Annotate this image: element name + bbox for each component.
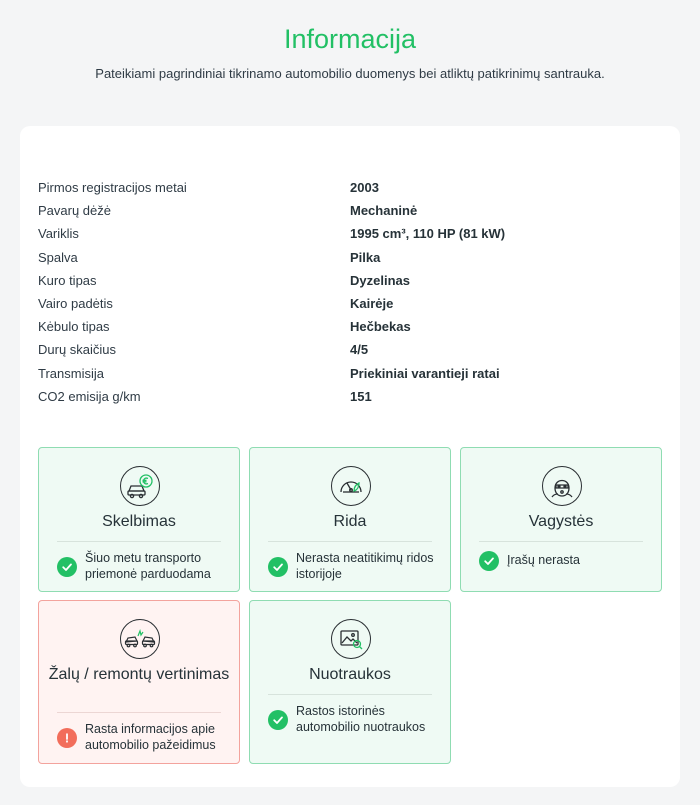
spec-label: Pavarų dėžė [38, 203, 111, 219]
tile-divider [479, 541, 643, 542]
tile-photos[interactable] [249, 600, 451, 764]
tile-divider [268, 694, 432, 695]
spec-table [38, 176, 658, 408]
tile-status-text: Rastos istorinės automobilio nuotraukos [296, 704, 426, 734]
tile-status [268, 551, 440, 582]
tile-status [479, 551, 651, 571]
tile-status-text: Nerasta neatitikimų ridos istorijoje [296, 551, 434, 581]
tile-title: Rida [333, 513, 367, 530]
check-circle-icon [479, 551, 499, 571]
tile-status [57, 551, 229, 582]
page-title: Informacija [283, 24, 417, 54]
tile-mileage[interactable] [249, 447, 451, 592]
check-circle-icon [57, 557, 77, 577]
tile-divider [57, 712, 221, 713]
tile-title: Vagystės [528, 513, 594, 530]
car-euro-icon [120, 466, 160, 506]
spec-value: 4/5 [350, 342, 369, 358]
spec-row-fuel-type [38, 269, 658, 292]
spec-row-body-type [38, 315, 658, 338]
tile-damage-assessment[interactable] [38, 600, 240, 764]
spec-value: Priekiniai varantieji ratai [350, 365, 500, 381]
spec-label: Pirmos registracijos metai [38, 180, 187, 196]
spec-label: Kuro tipas [38, 272, 97, 288]
spec-value: Hečbekas [350, 319, 411, 335]
tile-status [268, 704, 440, 735]
spec-label: Kėbulo tipas [38, 319, 110, 335]
spec-value: 151 [350, 388, 372, 404]
check-circle-icon [268, 710, 288, 730]
spec-row-doors [38, 338, 658, 361]
tile-title: Nuotraukos [309, 666, 391, 683]
tile-divider [57, 541, 221, 542]
tile-title: Žalų / remontų vertinimas [48, 666, 230, 683]
spec-label: CO2 emisija g/km [38, 388, 141, 404]
spec-label: Durų skaičius [38, 342, 117, 358]
spec-row-gearbox [38, 199, 658, 222]
spec-value: Pilka [350, 249, 381, 265]
tile-status-text: Šiuo metu transporto priemonė parduodama [85, 551, 211, 581]
tile-status-text: Įrašų nerasta [507, 553, 580, 568]
photo-search-icon [331, 619, 371, 659]
spec-row-engine [38, 222, 658, 245]
spec-row-co2 [38, 385, 658, 408]
spec-label: Spalva [38, 249, 78, 265]
tile-title: Skelbimas [102, 513, 176, 530]
car-crash-icon [120, 619, 160, 659]
thief-mask-icon [542, 466, 582, 506]
info-card [20, 126, 680, 787]
page-subtitle: Pateikiami pagrindiniai tikrinamo automobilio duomenys bei atliktų patikrinimų santrauka. [95, 66, 605, 81]
spec-value: Dyzelinas [350, 272, 410, 288]
tile-status [57, 722, 229, 753]
spec-value: Mechaninė [350, 203, 418, 219]
spec-row-steering-position [38, 292, 658, 315]
tile-status-text: Rasta informacijos apie automobilio pažeidimus [85, 722, 216, 752]
check-circle-icon [268, 557, 288, 577]
spec-label: Variklis [38, 226, 79, 242]
spec-value: 2003 [350, 180, 379, 196]
spec-row-transmission [38, 362, 658, 385]
alert-circle-icon [57, 728, 77, 748]
spec-label: Transmisija [38, 365, 104, 381]
spec-label: Vairo padėtis [38, 296, 113, 312]
spec-value: Kairėje [350, 296, 394, 312]
spec-value: 1995 cm³, 110 HP (81 kW) [350, 226, 506, 242]
tile-divider [268, 541, 432, 542]
spec-row-registration-year [38, 176, 658, 199]
tile-theft[interactable] [460, 447, 662, 592]
speedometer-icon [331, 466, 371, 506]
tile-listing[interactable] [38, 447, 240, 592]
spec-row-color [38, 246, 658, 269]
